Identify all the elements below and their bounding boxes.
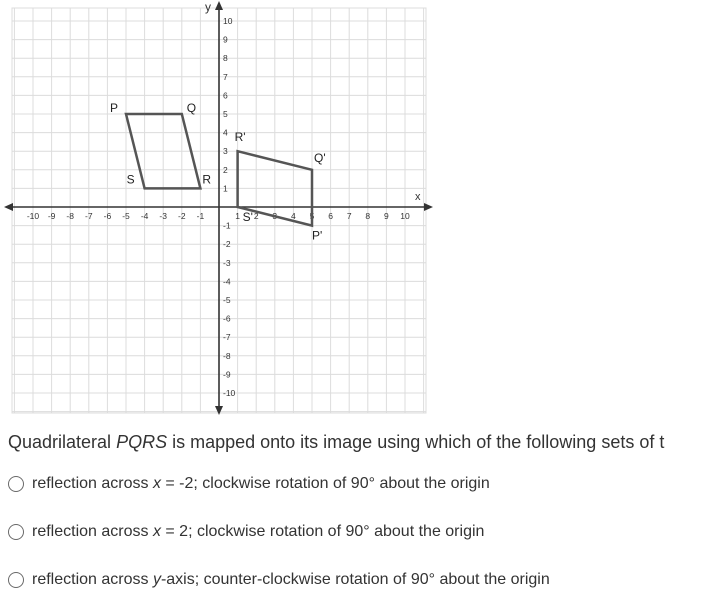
- vertex-label: S: [126, 172, 135, 187]
- x-tick-label: 5: [309, 211, 315, 221]
- x-tick-label: 7: [346, 211, 352, 221]
- vertex-label: R: [202, 172, 212, 187]
- y-tick-label: 4: [223, 127, 228, 138]
- x-tick-label: -4: [140, 211, 149, 221]
- y-tick-label: 7: [223, 71, 228, 82]
- question-shape-name: PQRS: [116, 432, 168, 452]
- question-text: [8, 432, 725, 453]
- x-tick-label: 6: [328, 211, 333, 221]
- vertex-label: Q: [186, 101, 197, 115]
- vertex-label: R': [234, 130, 246, 145]
- x-axis-label: x: [415, 191, 421, 203]
- vertex-label: P': [312, 228, 323, 243]
- y-tick-label: -2: [223, 239, 231, 250]
- y-tick-label: -9: [223, 369, 231, 380]
- x-tick-label: 10: [400, 211, 410, 221]
- y-tick-label: -4: [223, 276, 231, 287]
- x-tick-label: 3: [272, 211, 278, 221]
- x-tick-label: -3: [159, 211, 167, 221]
- radio-button-icon[interactable]: [8, 524, 24, 540]
- y-axis-label: y: [205, 0, 211, 14]
- x-tick-label: -9: [47, 211, 56, 221]
- y-tick-label: 6: [223, 90, 228, 101]
- vertex-label: S': [242, 210, 253, 224]
- radio-button-icon[interactable]: [8, 572, 24, 588]
- y-tick-label: -7: [223, 332, 231, 343]
- option-3-label: reflection across y-axis; counter-clockwise rotation of 90° about the origin: [32, 571, 550, 588]
- y-tick-label: -3: [223, 257, 231, 268]
- x-tick-label: -7: [85, 211, 93, 221]
- x-tick-label: 2: [253, 211, 259, 221]
- x-tick-label: 4: [291, 211, 296, 221]
- x-tick-label: -6: [103, 211, 112, 221]
- x-tick-label: 1: [235, 211, 240, 221]
- y-arrow-down-icon: [215, 406, 223, 415]
- y-tick-label: -5: [223, 295, 231, 305]
- y-tick-label: -1: [223, 220, 231, 231]
- option-1[interactable]: [8, 472, 708, 496]
- option-2[interactable]: [8, 520, 708, 544]
- x-tick-label: -2: [178, 211, 186, 221]
- y-tick-label: 5: [223, 109, 228, 119]
- y-tick-label: 3: [223, 146, 228, 157]
- x-tick-label: 8: [365, 211, 371, 221]
- y-tick-label: 2: [223, 164, 228, 175]
- y-arrow-up-icon: [215, 1, 223, 10]
- y-tick-label: 8: [223, 53, 228, 64]
- x-tick-label: 9: [384, 211, 389, 221]
- axes: [4, 0, 433, 415]
- question-post: is mapped onto its image using which of the following sets of t: [167, 432, 665, 452]
- option-1-label: reflection across x = -2; clockwise rotation of 90° about the origin: [32, 475, 490, 492]
- x-tick-label: -1: [196, 211, 205, 221]
- radio-button-icon[interactable]: [8, 476, 24, 492]
- question-pre: Quadrilateral: [8, 432, 117, 452]
- x-arrow-right-icon: [424, 203, 433, 211]
- option-3[interactable]: [8, 568, 708, 592]
- vertex-label: Q': [314, 150, 326, 165]
- y-tick-label: 1: [223, 183, 228, 194]
- x-arrow-left-icon: [4, 203, 13, 211]
- coordinate-graph: [0, 0, 440, 420]
- y-tick-label: -10: [223, 388, 236, 398]
- x-tick-label: -8: [66, 211, 74, 221]
- y-tick-label: -8: [223, 350, 231, 361]
- x-tick-label: -5: [122, 211, 130, 221]
- y-tick-label: -6: [223, 313, 231, 324]
- x-tick-label: -10: [26, 211, 40, 221]
- option-2-label: reflection across x = 2; clockwise rotation of 90° about the origin: [32, 523, 485, 540]
- y-tick-label: 10: [223, 16, 233, 26]
- vertex-label: P: [110, 101, 119, 115]
- y-tick-label: 9: [223, 34, 228, 45]
